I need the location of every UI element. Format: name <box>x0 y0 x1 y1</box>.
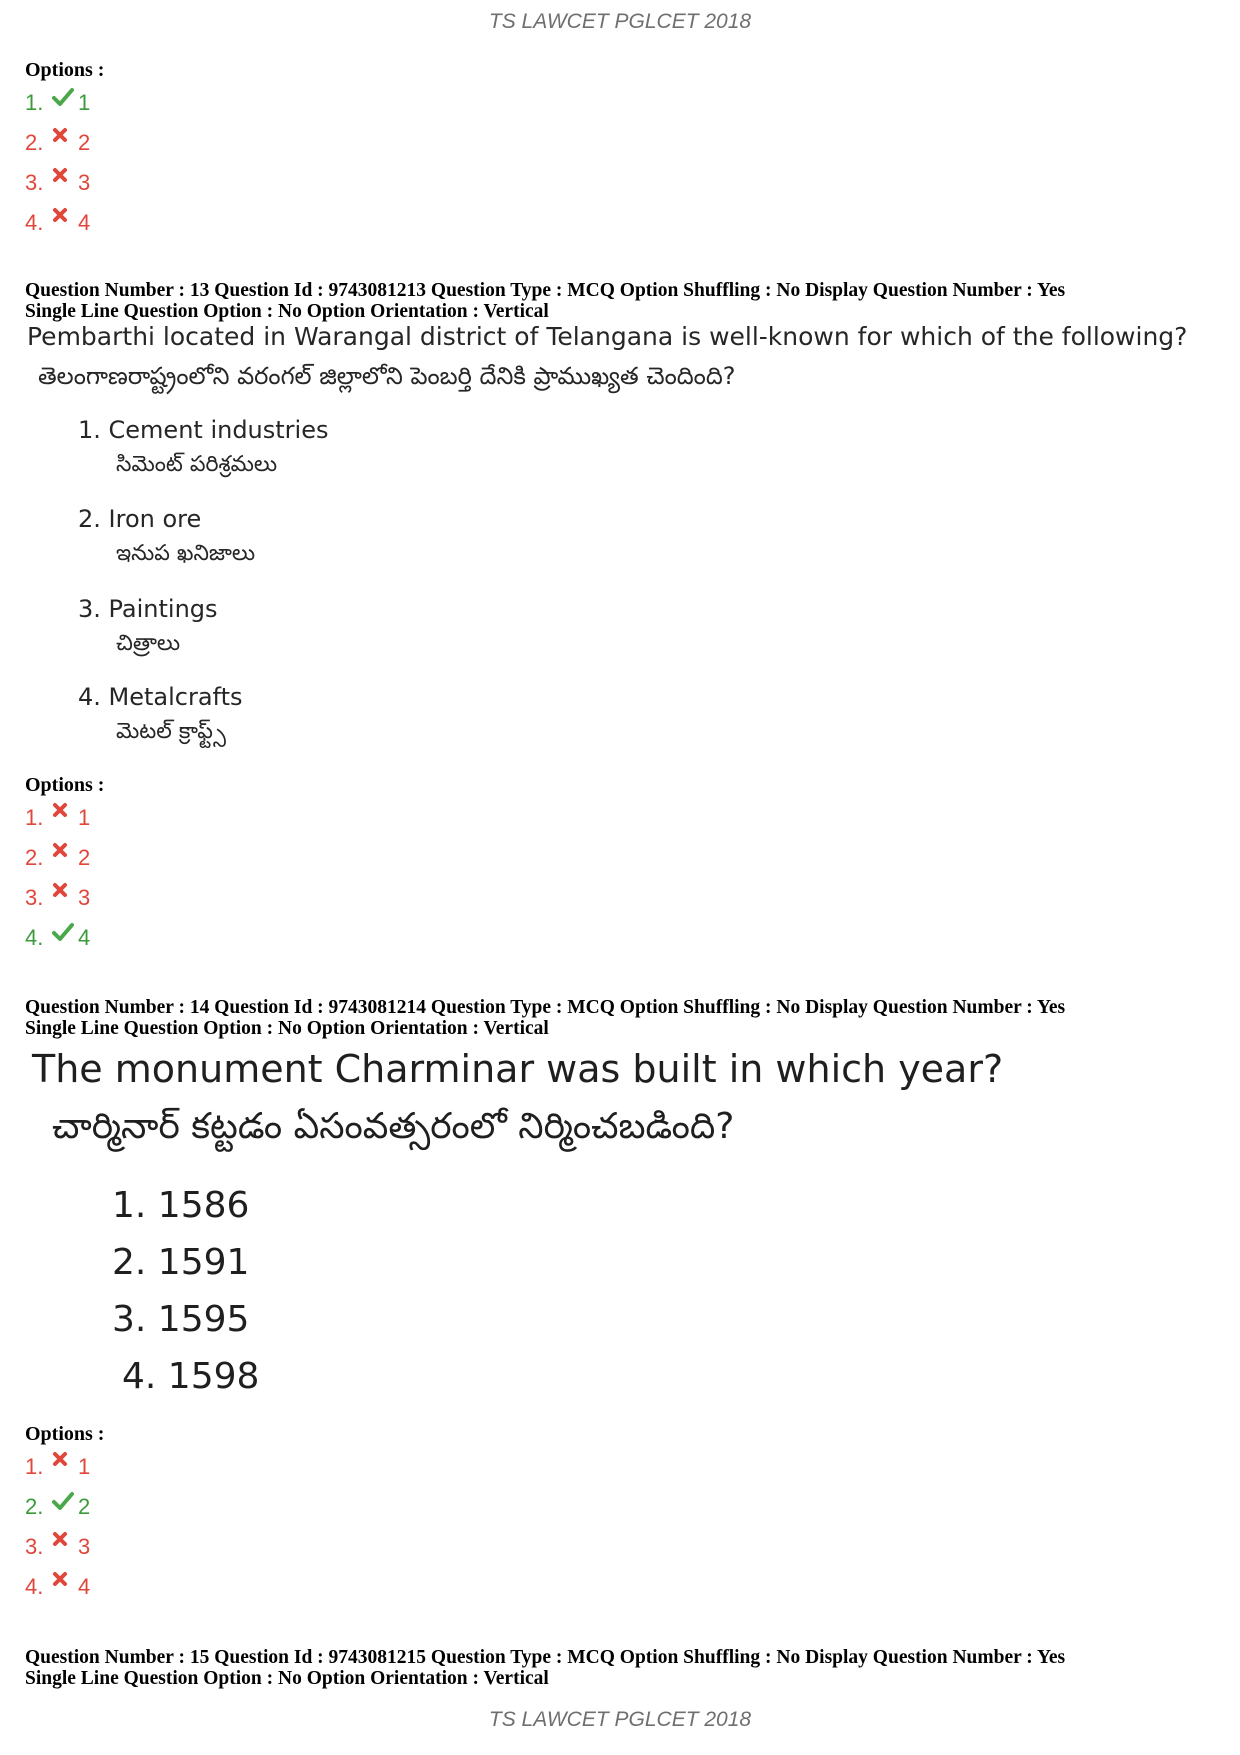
cross-icon <box>52 163 78 203</box>
options-label: Options : <box>25 1423 105 1445</box>
option-value: 3 <box>78 1534 91 1559</box>
choice-te: ఇనుప ఖనిజాలు <box>116 541 256 566</box>
choice-en: 4. Metalcrafts <box>78 683 243 711</box>
option-value: 4 <box>78 210 91 235</box>
option-value: 2 <box>78 130 91 155</box>
choice-en: 1. Cement industries <box>78 416 329 444</box>
option-value: 2 <box>78 1494 91 1519</box>
option-row <box>25 123 104 163</box>
question-text-en: Pembarthi located in Warangal district of Telangana is well-known for which of the following? <box>27 322 1188 351</box>
option-row <box>25 1527 104 1567</box>
option-row <box>25 1447 104 1487</box>
choice-te: చిత్రాలు <box>116 631 181 656</box>
option-row <box>25 838 104 878</box>
cross-icon <box>52 1447 78 1487</box>
option-row <box>25 163 104 203</box>
question-15-meta <box>25 1647 1065 1689</box>
question-13-meta <box>25 280 1065 322</box>
cross-icon <box>52 123 78 163</box>
question-meta-line1: Question Number : 14 Question Id : 9743081214 Question Type : MCQ Option Shuffling : No Display Question Number : Yes <box>25 997 1066 1018</box>
option-number: 3. <box>25 170 44 195</box>
question-meta-line2: Single Line Question Option : No Option Orientation : Vertical <box>25 1018 549 1039</box>
option-number: 1. <box>25 90 44 115</box>
choice-te: మెటల్ క్రాఫ్ట్స్ <box>116 719 226 744</box>
question-14-meta <box>25 997 1065 1039</box>
options-block-13 <box>25 772 104 958</box>
cross-icon <box>52 838 78 878</box>
option-row <box>25 203 104 243</box>
option-row <box>25 798 104 838</box>
check-icon <box>52 83 78 123</box>
option-value: 1 <box>78 805 91 830</box>
question-text-te: చార్మినార్ కట్టడం ఏసంవత్సరంలో నిర్మించబడింది? <box>52 1106 735 1147</box>
cross-icon <box>52 203 78 243</box>
option-value: 2 <box>78 845 91 870</box>
question-meta-line2: Single Line Question Option : No Option Orientation : Vertical <box>25 1668 549 1689</box>
option-row <box>25 1487 104 1527</box>
cross-icon <box>52 878 78 918</box>
option-number: 4. <box>25 210 44 235</box>
question-meta-line2: Single Line Question Option : No Option Orientation : Vertical <box>25 301 549 322</box>
choice: 4. 1598 <box>122 1356 260 1397</box>
option-value: 1 <box>78 1454 91 1479</box>
option-number: 1. <box>25 805 44 830</box>
option-number: 3. <box>25 1534 44 1559</box>
cross-icon <box>52 1567 78 1607</box>
choice: 2. 1591 <box>112 1242 250 1283</box>
question-meta-line1: Question Number : 15 Question Id : 9743081215 Question Type : MCQ Option Shuffling : No Display Question Number : Yes <box>25 1647 1066 1668</box>
options-label: Options : <box>25 774 105 796</box>
choice-en: 3. Paintings <box>78 595 218 623</box>
option-value: 3 <box>78 170 91 195</box>
option-number: 1. <box>25 1454 44 1479</box>
options-block-14 <box>25 1421 104 1607</box>
question-meta-line1: Question Number : 13 Question Id : 9743081213 Question Type : MCQ Option Shuffling : No Display Question Number : Yes <box>25 280 1066 301</box>
option-number: 2. <box>25 130 44 155</box>
cross-icon <box>52 1527 78 1567</box>
question-text-te: తెలంగాణరాష్ట్రంలోని వరంగల్ జిల్లాలోని పెంబర్తి దేనికి ప్రాముఖ్యత చెందింది? <box>38 362 736 390</box>
option-row <box>25 878 104 918</box>
page-footer: TS LAWCET PGLCET 2018 <box>488 1708 752 1731</box>
page-header: TS LAWCET PGLCET 2018 <box>488 10 752 33</box>
option-row <box>25 918 104 958</box>
options-label: Options : <box>25 59 105 81</box>
check-icon <box>52 918 78 958</box>
option-value: 3 <box>78 885 91 910</box>
option-value: 4 <box>78 925 91 950</box>
choice: 1. 1586 <box>112 1185 250 1226</box>
option-number: 4. <box>25 1574 44 1599</box>
choice: 3. 1595 <box>112 1299 250 1340</box>
option-number: 4. <box>25 925 44 950</box>
choice-te: సిమెంట్ పరిశ్రమలు <box>116 452 278 477</box>
question-text-en: The monument Charminar was built in which year? <box>32 1047 1004 1091</box>
check-icon <box>52 1487 78 1527</box>
option-number: 2. <box>25 845 44 870</box>
option-value: 4 <box>78 1574 91 1599</box>
option-row <box>25 83 104 123</box>
option-value: 1 <box>78 90 91 115</box>
choice-en: 2. Iron ore <box>78 505 202 533</box>
cross-icon <box>52 798 78 838</box>
options-block-prev <box>25 57 104 243</box>
option-number: 2. <box>25 1494 44 1519</box>
option-row <box>25 1567 104 1607</box>
option-number: 3. <box>25 885 44 910</box>
